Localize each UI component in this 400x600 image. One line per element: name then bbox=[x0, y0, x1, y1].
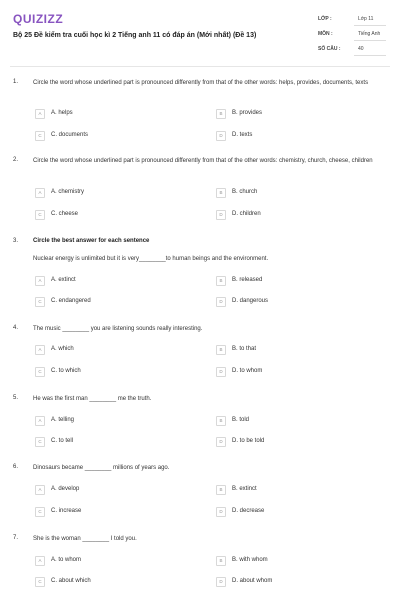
option-text: C. increase bbox=[51, 508, 82, 514]
option-text: A. to whom bbox=[51, 557, 82, 563]
option-key-box: A bbox=[35, 416, 45, 426]
option-text: A. chemistry bbox=[51, 189, 85, 195]
question-text: Circle the word whose underlined part is pronounced differently from that of the other words: helps, provides, documents, texts bbox=[33, 80, 369, 86]
option-key-box: D bbox=[216, 367, 226, 377]
question-text: He was the first man ________ me the truth. bbox=[33, 396, 152, 402]
option-key-box: C bbox=[35, 131, 45, 141]
option-key-box: D bbox=[216, 297, 226, 307]
question-number: 4. bbox=[13, 325, 19, 331]
option-key-box: A bbox=[35, 556, 45, 566]
section-instruction: Circle the best answer for each sentence bbox=[33, 238, 150, 244]
option-text: C. cheese bbox=[51, 211, 79, 217]
option-text: A. extinct bbox=[51, 277, 76, 283]
option-text: D. decrease bbox=[232, 508, 265, 514]
worksheet-header bbox=[0, 0, 400, 62]
option-text: B. provides bbox=[232, 110, 263, 116]
option-key-box: C bbox=[35, 577, 45, 587]
option-key-box: C bbox=[35, 507, 45, 517]
question-number: 6. bbox=[13, 464, 19, 470]
option-key-box: B bbox=[216, 556, 226, 566]
option-key-box: A bbox=[35, 276, 45, 286]
option-key-box: D bbox=[216, 210, 226, 220]
option-text: D. dangerous bbox=[232, 298, 269, 304]
meta-class-value: Lớp 11 bbox=[358, 16, 374, 22]
option-text: C. to which bbox=[51, 368, 81, 374]
option-text: D. children bbox=[232, 211, 261, 217]
option-key-box: C bbox=[35, 367, 45, 377]
option-text: B. to that bbox=[232, 346, 257, 352]
option-text: A. develop bbox=[51, 486, 80, 492]
page-title: Bộ 25 Đề kiểm tra cuối học kì 2 Tiếng anh 11 có đáp án (Mới nhất) (Đề 13) bbox=[13, 32, 257, 39]
option-text: B. with whom bbox=[232, 557, 268, 563]
option-text: A. helps bbox=[51, 110, 73, 116]
option-text: C. documents bbox=[51, 132, 89, 138]
option-key-box: D bbox=[216, 507, 226, 517]
option-key-box: C bbox=[35, 210, 45, 220]
meta-divider bbox=[354, 55, 386, 56]
question-text: Dinosaurs became ________ millions of years ago. bbox=[33, 465, 170, 471]
option-key-box: A bbox=[35, 345, 45, 355]
header-divider bbox=[10, 66, 390, 67]
question-text: Circle the word whose underlined part is pronounced differently from that of the other words: chemistry, church, cheese, children bbox=[33, 158, 373, 164]
option-text: D. about whom bbox=[232, 578, 273, 584]
meta-subject-label: MÔN : bbox=[318, 31, 333, 37]
option-text: B. released bbox=[232, 277, 263, 283]
question-number: 5. bbox=[13, 395, 19, 401]
option-text: A. telling bbox=[51, 417, 75, 423]
question-number: 7. bbox=[13, 535, 19, 541]
option-key-box: B bbox=[216, 109, 226, 119]
option-key-box: B bbox=[216, 485, 226, 495]
option-key-box: B bbox=[216, 276, 226, 286]
option-key-box: C bbox=[35, 297, 45, 307]
option-text: C. endangered bbox=[51, 298, 91, 304]
quizizz-logo[interactable]: QUIZIZZ bbox=[13, 12, 64, 26]
option-key-box: B bbox=[216, 416, 226, 426]
meta-divider bbox=[354, 40, 386, 41]
option-text: A. which bbox=[51, 346, 74, 352]
question-number: 3. bbox=[13, 238, 19, 244]
option-text: D. texts bbox=[232, 132, 253, 138]
option-key-box: A bbox=[35, 109, 45, 119]
option-key-box: B bbox=[216, 345, 226, 355]
meta-class-label: LỚP : bbox=[318, 16, 332, 22]
option-text: B. church bbox=[232, 189, 258, 195]
option-text: B. told bbox=[232, 417, 250, 423]
option-text: C. about which bbox=[51, 578, 91, 584]
meta-subject-value: Tiếng Anh bbox=[358, 31, 381, 37]
meta-count-value: 40 bbox=[358, 46, 364, 52]
option-text: C. to tell bbox=[51, 438, 74, 444]
option-key-box: B bbox=[216, 188, 226, 198]
option-key-box: D bbox=[216, 437, 226, 447]
option-key-box: D bbox=[216, 577, 226, 587]
option-text: B. extinct bbox=[232, 486, 257, 492]
question-text: Nuclear energy is unlimited but it is very________to human beings and the environment. bbox=[33, 256, 269, 262]
option-text: D. to whom bbox=[232, 368, 263, 374]
question-text: She is the woman ________ I told you. bbox=[33, 536, 137, 542]
meta-divider bbox=[354, 25, 386, 26]
option-text: D. to be told bbox=[232, 438, 265, 444]
option-key-box: A bbox=[35, 485, 45, 495]
meta-count-label: SỐ CÂU : bbox=[318, 46, 341, 52]
option-key-box: C bbox=[35, 437, 45, 447]
question-text: The music ________ you are listening sounds really interesting. bbox=[33, 326, 203, 332]
question-number: 2. bbox=[13, 157, 19, 163]
option-key-box: D bbox=[216, 131, 226, 141]
option-key-box: A bbox=[35, 188, 45, 198]
question-number: 1. bbox=[13, 79, 19, 85]
